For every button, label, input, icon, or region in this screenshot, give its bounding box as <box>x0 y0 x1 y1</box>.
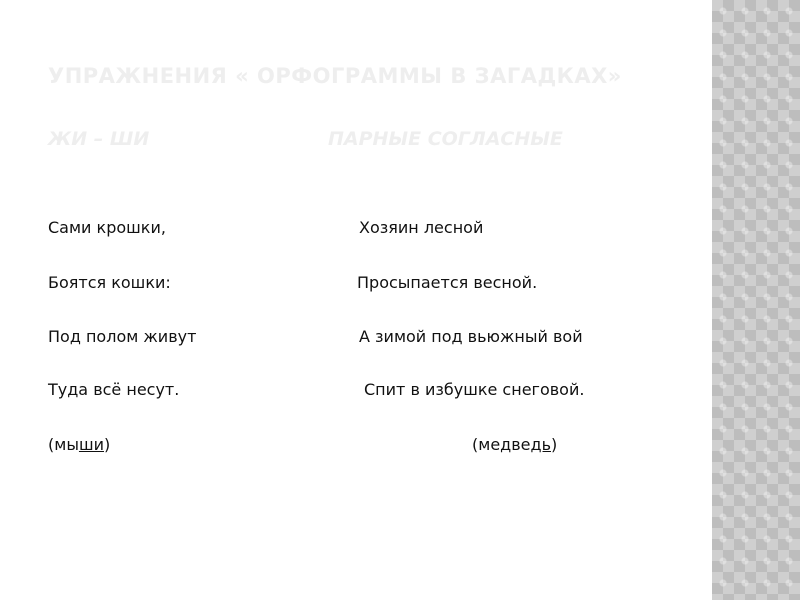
riddle-right-line-1: Хозяин лесной <box>359 218 484 237</box>
riddle-left-answer <box>48 435 110 455</box>
riddle-left-line-4: Туда всё несут. <box>48 380 180 399</box>
answer-left-close: ) <box>104 435 111 454</box>
riddle-right-line-4: Спит в избушке снеговой. <box>364 380 585 399</box>
riddle-left-line-1: Сами крошки, <box>48 218 166 237</box>
riddle-left-line-2: Боятся кошки: <box>48 273 171 292</box>
answer-left-open: (мы <box>48 435 79 454</box>
riddle-right-line-2: Просыпается весной. <box>357 273 538 292</box>
subtitle-paired-consonants: ПАРНЫЕ СОГЛАСНЫЕ <box>328 128 563 150</box>
answer-right-close: ) <box>551 435 558 454</box>
slide-title: УПРАЖНЕНИЯ « ОРФОГРАММЫ В ЗАГАДКАХ» <box>48 64 622 88</box>
riddle-right-answer <box>472 435 557 455</box>
answer-right-underlined: дь <box>530 435 551 454</box>
decorative-side-pattern <box>712 0 800 600</box>
riddle-right-line-3: А зимой под вьюжный вой <box>359 327 583 346</box>
riddle-left-line-3: Под полом живут <box>48 327 197 346</box>
subtitle-zhi-shi: ЖИ – ШИ <box>48 128 150 150</box>
answer-left-underlined: ши <box>78 435 104 454</box>
answer-right-open: (медве <box>472 435 531 454</box>
